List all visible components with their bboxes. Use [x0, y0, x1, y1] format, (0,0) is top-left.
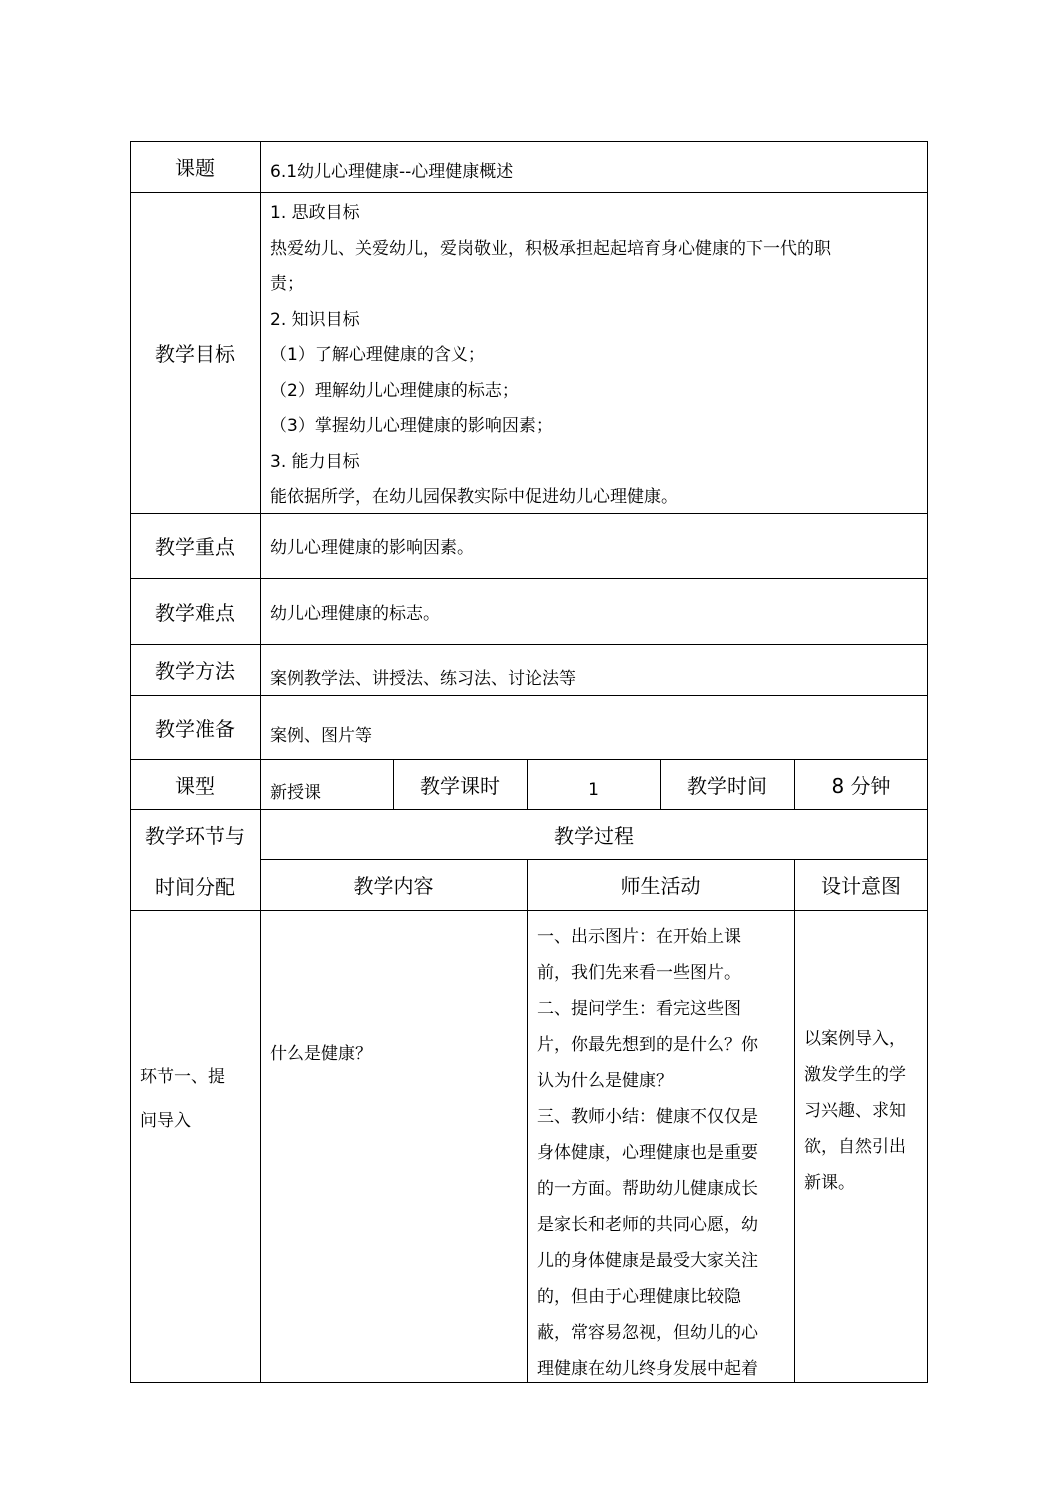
class-hours-value: 1	[588, 780, 599, 800]
intent-content	[794, 1021, 928, 1201]
objective-line: 3. 能力目标	[270, 451, 360, 472]
objective-line: 能依据所学，在幼儿园保教实际中促进幼儿心理健康。	[270, 487, 678, 507]
intent-line: 新课。	[804, 1173, 855, 1193]
stage-header-line1: 教学环节与	[145, 824, 245, 848]
intent-line: 习兴趣、求知	[804, 1101, 906, 1121]
lesson-type-value: 新授课	[270, 782, 321, 803]
method-label: 教学方法	[155, 659, 235, 683]
activity-line: 的，但由于心理健康比较隐	[537, 1287, 741, 1307]
activity-line: 二、提问学生：看完这些图	[537, 999, 741, 1019]
objective-line: 2. 知识目标	[270, 309, 360, 330]
intent-column-header: 设计意图	[821, 874, 901, 898]
intent-line: 欲，自然引出	[804, 1137, 906, 1157]
objective-line: （1）了解心理健康的含义；	[270, 345, 485, 365]
objective-line: 1. 思政目标	[270, 203, 360, 223]
objective-line: 责；	[270, 274, 304, 294]
class-hours-label: 教学课时	[420, 773, 500, 798]
activity-column-header: 师生活动	[620, 874, 701, 898]
objective-line: （3）掌握幼儿心理健康的影响因素；	[270, 416, 553, 436]
intent-line: 激发学生的学	[804, 1065, 906, 1085]
objectives-content	[260, 196, 928, 513]
teaching-time-label: 教学时间	[687, 773, 767, 798]
lesson-plan-table	[130, 141, 928, 1383]
objective-line: 热爱幼儿、关爱幼儿，爱岗敬业，积极承担起起培育身心健康的下一代的职	[270, 238, 831, 259]
activity-line: 认为什么是健康？	[537, 1071, 673, 1091]
method-value: 案例教学法、讲授法、练习法、讨论法等	[270, 669, 576, 689]
activity-line: 蔽，常容易忽视，但幼儿的心	[537, 1323, 758, 1343]
intent-line: 以案例导入，	[804, 1029, 906, 1049]
activity-line: 是家长和老师的共同心愿，幼	[537, 1215, 758, 1235]
stage-name-line: 环节一、提	[140, 1067, 225, 1087]
activity-line: 前，我们先来看一些图片。	[537, 963, 741, 983]
teaching-time-value: 8 分钟	[831, 773, 891, 798]
difficulty-value: 幼儿心理健康的标志。	[270, 603, 440, 624]
content-column-header: 教学内容	[353, 874, 434, 898]
objective-line: （2）理解幼儿心理健康的标志；	[270, 380, 519, 401]
activity-line: 理健康在幼儿终身发展中起着	[537, 1359, 758, 1379]
stage-name	[140, 1055, 260, 1143]
preparation-value: 案例、图片等	[270, 725, 372, 746]
stage-header-line2: 时间分配	[155, 874, 235, 899]
key-points-label: 教学重点	[155, 535, 235, 559]
activity-content	[527, 919, 794, 1387]
activity-line: 儿的身体健康是最受大家关注	[537, 1251, 758, 1271]
activity-line: 三、教师小结：健康不仅仅是	[537, 1107, 758, 1127]
process-title: 教学过程	[554, 823, 634, 848]
stage-name-line: 问导入	[140, 1111, 191, 1131]
difficulty-label: 教学难点	[155, 600, 235, 625]
topic-label: 课题	[175, 156, 215, 180]
activity-line: 片，你最先想到的是什么？你	[537, 1035, 758, 1055]
key-points-value: 幼儿心理健康的影响因素。	[270, 538, 474, 558]
objectives-label: 教学目标	[155, 342, 235, 366]
preparation-label: 教学准备	[155, 716, 235, 741]
topic-value: 6.1幼儿心理健康--心理健康概述	[270, 162, 514, 182]
activity-line: 一、出示图片：在开始上课	[537, 927, 741, 947]
activity-line: 身体健康，心理健康也是重要	[537, 1143, 758, 1163]
section-content: 什么是健康？	[270, 1044, 372, 1064]
activity-line: 的一方面。帮助幼儿健康成长	[537, 1179, 758, 1199]
lesson-type-label: 课型	[175, 773, 215, 798]
